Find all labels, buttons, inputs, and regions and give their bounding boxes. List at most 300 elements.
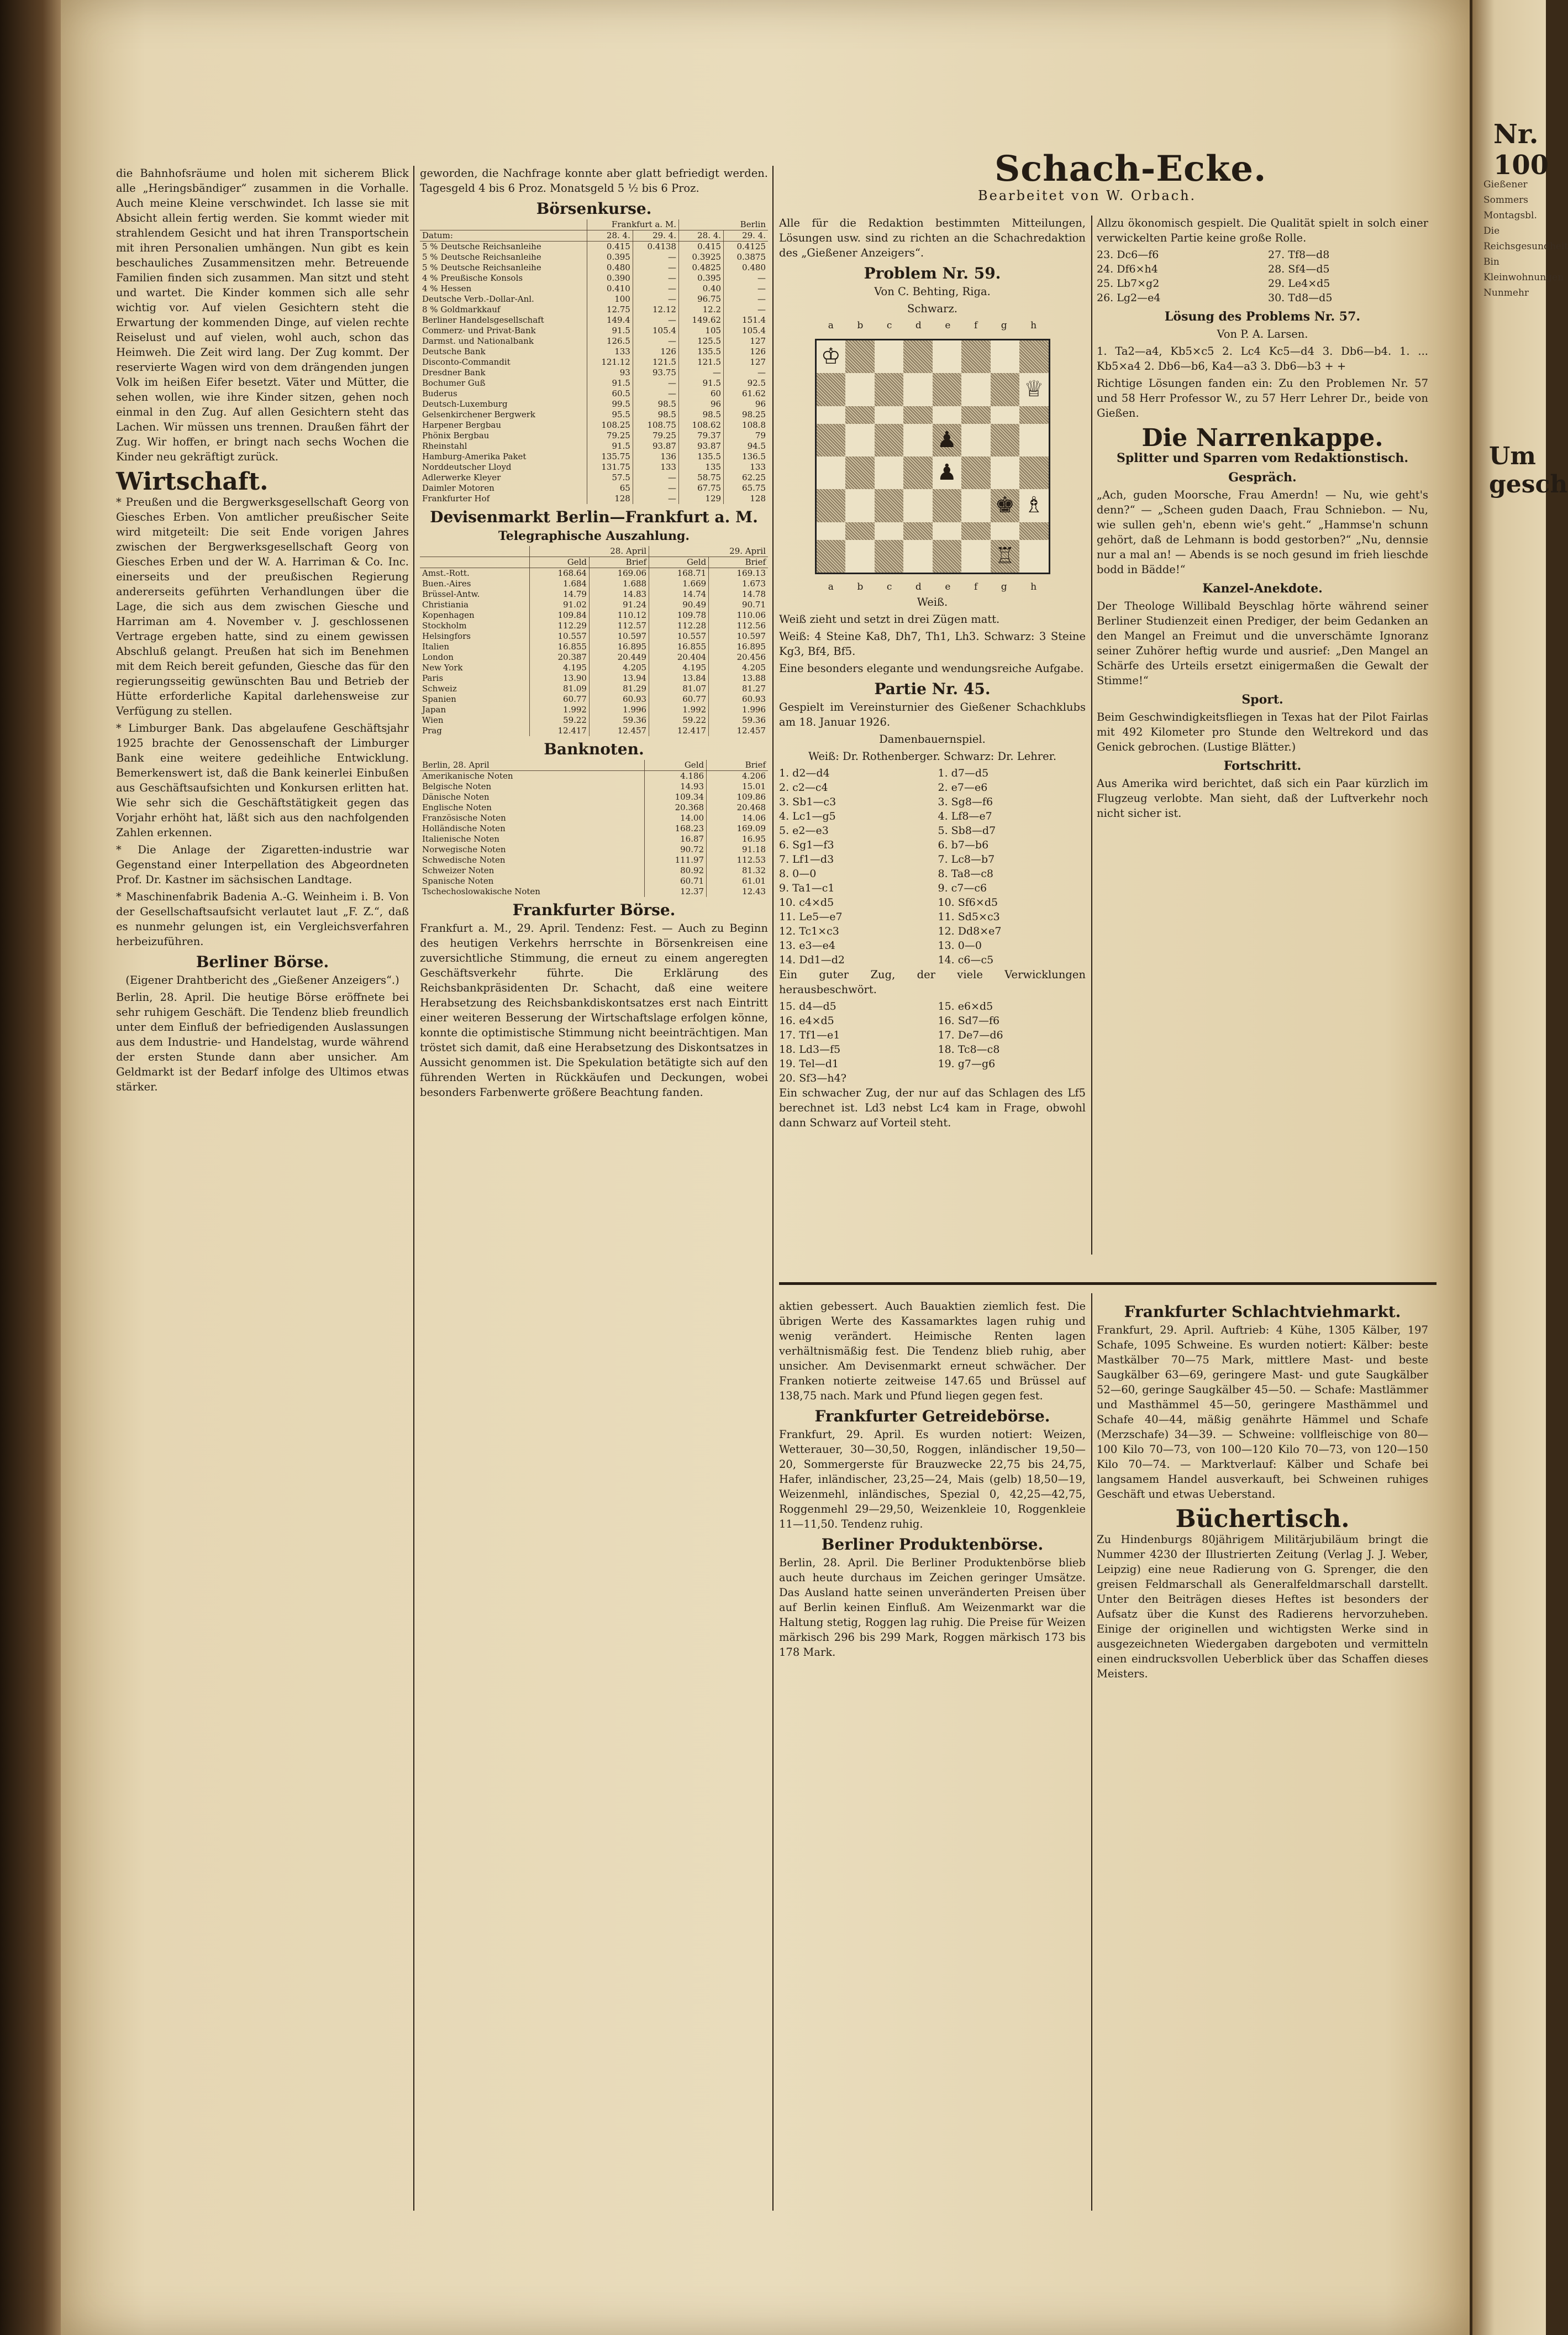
table-cell: 81.27 bbox=[709, 684, 768, 694]
table-cell: 67.75 bbox=[678, 483, 723, 494]
table-cell: 65 bbox=[587, 483, 633, 494]
column-header: 28. 4. bbox=[678, 230, 723, 242]
table-row bbox=[420, 579, 768, 589]
move-black: 8. Ta8—c8 bbox=[938, 868, 994, 880]
table-cell: 0.480 bbox=[724, 263, 768, 273]
table-cell: 126 bbox=[633, 347, 678, 357]
file-label: d bbox=[915, 320, 922, 331]
table-cell: — bbox=[724, 305, 768, 315]
move-white: 15. d4—d5 bbox=[779, 1000, 836, 1012]
move-white: 24. Df6×h4 bbox=[1097, 263, 1158, 275]
table-cell: 1.684 bbox=[529, 579, 589, 589]
board-square bbox=[991, 424, 1020, 456]
section-heading-banknoten: Banknoten. bbox=[544, 740, 644, 758]
table-row bbox=[420, 886, 768, 897]
move-black: 5. Sb8—d7 bbox=[938, 825, 996, 837]
article-produktenboerse: Berlin, 28. April. Die Berliner Produktenbörse blieb auch heute durchaus im Zeichen geringer Umsätze. Das Ausland hatte seinen unveränderten Preisen über auf Berlin keinen Einfluß. Am Weizenmarkt war die Haltung stetig, Roggen lag ruhig. Die Preise für Weizen märkisch 296 bis 299 Mark, Roggen märkisch 173 bis 178 Mark. bbox=[779, 1556, 1086, 1659]
move-white: 5. e2—e3 bbox=[779, 825, 829, 837]
board-square bbox=[817, 406, 846, 424]
boersenkurse-table bbox=[420, 219, 768, 504]
table-row bbox=[420, 621, 768, 631]
table-cell: Helsingfors bbox=[422, 631, 471, 641]
table-cell: 14.79 bbox=[529, 589, 589, 600]
table-cell: 91.5 bbox=[587, 378, 633, 389]
board-square bbox=[845, 424, 875, 456]
table-row bbox=[420, 326, 768, 336]
table-cell: — bbox=[678, 368, 723, 378]
table-cell: 0.480 bbox=[587, 263, 633, 273]
table-cell: — bbox=[724, 284, 768, 294]
table-cell: Prag bbox=[422, 726, 442, 736]
table-cell: Spanische Noten bbox=[422, 876, 494, 886]
move-black: 10. Sf6×d5 bbox=[938, 896, 998, 909]
section-heading-frankfurter-boerse: Frankfurter Börse. bbox=[512, 901, 676, 919]
move-black: 14. c6—c5 bbox=[938, 954, 994, 966]
table-cell: 96.75 bbox=[678, 294, 723, 305]
table-cell: Schweiz bbox=[422, 684, 457, 694]
table-cell: 79.37 bbox=[678, 431, 723, 441]
table-cell: Deutsche Verb.-Dollar-Anl. bbox=[422, 294, 534, 304]
table-header-row bbox=[420, 230, 768, 242]
move-black: 4. Lf8—e7 bbox=[938, 810, 992, 822]
table-row bbox=[420, 876, 768, 886]
table-cell: 16.855 bbox=[529, 642, 589, 652]
table-cell: 169.09 bbox=[707, 823, 768, 834]
table-cell: 16.855 bbox=[649, 642, 709, 652]
berliner-boerse-subtitle: (Eigener Drahtbericht des „Gießener Anzeigers“.) bbox=[125, 974, 399, 987]
board-square bbox=[903, 489, 933, 522]
table-cell: 0.4825 bbox=[678, 263, 723, 273]
chess-note: Eine besonders elegante und wendungsreiche Aufgabe. bbox=[779, 662, 1084, 675]
article-giesche: * Preußen und die Bergwerksgesellschaft Georg von Giesches Erben. Von amtlicher preußischer Seite wird mitgeteilt: Die seit Ende vorigen Jahres zwischen der Bergwerksgesellschaft Georg von Giesches Erben und der W. A. Harriman & Co. Inc. einerseits und der preußischen Regierung andererseits geführten Verhandlungen über die Lage, die sich aus dem zwischen Giesche und Harriman am 4. November v. J. geschlossenen Vertrage ergeben hatte, sind zu einem gewissen Abschluß gelangt. Preußen hat sich im Benehmen mit dem Reich bereit gefunden, Giesche das für den regierungsseitig gewünschten Bau und Betrieb der Hütte erforderliche Kapital darlehensweise zur Verfügung zu stellen. bbox=[116, 496, 409, 717]
chess-section-title: Schach-Ecke. bbox=[995, 148, 1267, 190]
table-cell: 12.43 bbox=[707, 886, 768, 897]
move-white: 26. Lg2—e4 bbox=[1097, 292, 1161, 304]
table-cell: 91.5 bbox=[587, 326, 633, 336]
board-square bbox=[903, 406, 933, 424]
section-heading-wirtschaft: Wirtschaft. bbox=[116, 468, 269, 496]
table-cell: 1.992 bbox=[529, 705, 589, 715]
board-square bbox=[845, 522, 875, 540]
table-cell: 91.5 bbox=[587, 441, 633, 452]
board-square bbox=[991, 406, 1020, 424]
table-cell: 14.78 bbox=[709, 589, 768, 600]
table-body bbox=[420, 568, 768, 737]
chess-piece: ♟ bbox=[936, 427, 957, 453]
table-cell: — bbox=[633, 483, 678, 494]
board-square bbox=[817, 340, 846, 373]
board-square bbox=[1019, 540, 1049, 573]
table-cell: Deutsche Bank bbox=[422, 347, 486, 356]
table-cell: 65.75 bbox=[724, 483, 768, 494]
table-cell: — bbox=[633, 389, 678, 399]
table-row bbox=[420, 284, 768, 294]
table-cell: 93 bbox=[587, 368, 633, 378]
table-cell: — bbox=[633, 378, 678, 389]
table-row bbox=[420, 378, 768, 389]
table-cell: 20.404 bbox=[649, 652, 709, 663]
table-cell: 1.669 bbox=[649, 579, 709, 589]
table-cell: Daimler Motoren bbox=[422, 483, 494, 493]
table-cell: 100 bbox=[587, 294, 633, 305]
board-square bbox=[1019, 340, 1049, 373]
table-cell: 14.74 bbox=[649, 589, 709, 600]
narrenkappe-sport: Beim Geschwindigkeitsfliegen in Texas hat der Pilot Fairlas mit 492 Kilometer pro Stunde den Weltrekord und das Genick gebrochen. (Lustige Blätter.) bbox=[1097, 711, 1428, 753]
column-header bbox=[420, 557, 529, 568]
table-cell: 79.25 bbox=[587, 431, 633, 441]
table-row bbox=[420, 483, 768, 494]
table-cell: 0.3875 bbox=[724, 252, 768, 263]
board-square bbox=[875, 340, 904, 373]
chess-comment: Ein guter Zug, der viele Verwicklungen herausbeschwört. bbox=[779, 968, 1086, 996]
chess-black-label: Schwarz. bbox=[907, 302, 957, 315]
move-black: 11. Sd5×c3 bbox=[938, 911, 1000, 923]
move-black: 18. Tc8—c8 bbox=[938, 1043, 1000, 1056]
table-cell: 126 bbox=[724, 347, 768, 357]
column-header: Geld bbox=[529, 557, 589, 568]
table-cell: 93.87 bbox=[678, 441, 723, 452]
table-cell: 13.84 bbox=[649, 673, 709, 684]
table-cell: Dresdner Bank bbox=[422, 368, 486, 377]
board-file-labels bbox=[817, 580, 1049, 595]
table-cell: 98.5 bbox=[678, 410, 723, 420]
table-row bbox=[420, 399, 768, 410]
board-square bbox=[961, 522, 991, 540]
table-cell: 98.5 bbox=[633, 399, 678, 410]
table-cell: 110.12 bbox=[589, 610, 649, 621]
table-row bbox=[420, 368, 768, 378]
table-cell: Adlerwerke Kleyer bbox=[422, 473, 501, 482]
table-cell: 136.5 bbox=[724, 452, 768, 462]
table-cell: 10.557 bbox=[529, 631, 589, 642]
chess-moves-list bbox=[779, 766, 1086, 967]
table-cell: — bbox=[633, 494, 678, 504]
table-cell: 16.895 bbox=[589, 642, 649, 652]
move-black: 29. Le4×d5 bbox=[1268, 277, 1330, 290]
article-frankfurter-boerse: Frankfurt a. M., 29. April. Tendenz: Fest. — Auch zu Beginn des heutigen Verkehrs herrschte in Börsenkreisen eine zuversichtliche Stimmung, die erneut zu einem angeregten Geschäftsverkehr führte. Die Erklärung des Reichsbankpräsidenten Dr. Schacht, daß eine weitere Herabsetzung des Reichsbankdiskontsatzes erst nach Eintritt einer weiteren Besserung der Wirtschaftslage erfolgen könne, konnte die optimistische Stimmung nicht beeinträchtigen. Man tröstet sich damit, daß eine Herabsetzung des Diskontsatzes in Aussicht genommen ist. Die Spekulation betätigte sich auf den führenden Werten in Rückkäufen und Deckungen, wobei besonders Farbenwerte größere Beachtung fanden. bbox=[420, 922, 768, 1099]
table-cell: Dänische Noten bbox=[422, 792, 490, 802]
table-cell: 1.688 bbox=[589, 579, 649, 589]
move-white: 19. Tel—d1 bbox=[779, 1058, 839, 1070]
table-row bbox=[420, 462, 768, 473]
move-black: 6. b7—b6 bbox=[938, 839, 989, 851]
narrenkappe-kanzel: Der Theologe Willibald Beyschlag hörte während seiner Berliner Studienzeit einen Prediger, der beim Gedanken an den Mangel an Freimut und die unverschämte Ignoranz seiner Zuhörer heftig wurde und ausrief: „Den Mangel an Schärfe des Urteils ersetzt einigermaßen die Gewalt der Stimme!“ bbox=[1097, 600, 1428, 687]
table-cell: 151.4 bbox=[724, 315, 768, 326]
table-cell: 121.12 bbox=[587, 357, 633, 368]
table-cell: Schweizer Noten bbox=[422, 865, 494, 875]
table-cell: 0.4138 bbox=[633, 242, 678, 253]
chess-task: Weiß zieht und setzt in drei Zügen matt. bbox=[779, 613, 1000, 626]
table-cell: Christiania bbox=[422, 600, 469, 610]
table-row bbox=[420, 642, 768, 652]
table-cell: Amerikanische Noten bbox=[422, 771, 513, 781]
chess-partie-title: Partie Nr. 45. bbox=[874, 680, 991, 698]
table-cell: London bbox=[422, 652, 454, 662]
table-row bbox=[420, 792, 768, 802]
table-cell: 111.97 bbox=[644, 855, 706, 865]
chess-piece: ♚ bbox=[995, 492, 1015, 518]
column-header: 29. 4. bbox=[633, 230, 678, 242]
table-row bbox=[420, 802, 768, 813]
move-white: 23. Dc6—f6 bbox=[1097, 249, 1159, 261]
table-cell: 169.13 bbox=[709, 568, 768, 579]
board-square bbox=[817, 424, 846, 456]
table-cell: 96 bbox=[678, 399, 723, 410]
move-white: 12. Tc1×c3 bbox=[779, 925, 839, 937]
move-white: 17. Tf1—e1 bbox=[779, 1029, 840, 1041]
table-cell: — bbox=[724, 273, 768, 284]
table-cell: 16.87 bbox=[644, 834, 706, 844]
section-heading-boersenkurse: Börsenkurse. bbox=[536, 200, 652, 218]
table-cell: 108.25 bbox=[587, 420, 633, 431]
table-cell: 59.22 bbox=[529, 715, 589, 726]
board-square bbox=[817, 456, 846, 489]
table-cell: 14.93 bbox=[644, 781, 706, 792]
table-row bbox=[420, 336, 768, 347]
table-cell: 131.75 bbox=[587, 462, 633, 473]
table-cell: 112.53 bbox=[707, 855, 768, 865]
table-cell: 128 bbox=[587, 494, 633, 504]
chess-problem-title: Problem Nr. 59. bbox=[864, 264, 1001, 282]
table-cell: 5 % Deutsche Reichsanleihe bbox=[422, 252, 541, 262]
table-cell: 133 bbox=[633, 462, 678, 473]
chess-moves-list bbox=[1097, 248, 1428, 305]
table-cell: 93.87 bbox=[633, 441, 678, 452]
narrenkappe-gespraech-title: Gespräch. bbox=[1228, 470, 1297, 485]
move-black: 15. e6×d5 bbox=[938, 1000, 993, 1012]
board-square bbox=[933, 522, 962, 540]
table-cell: 108.75 bbox=[633, 420, 678, 431]
table-cell: — bbox=[633, 315, 678, 326]
table-cell: 4.206 bbox=[707, 771, 768, 782]
table-cell: 109.84 bbox=[529, 610, 589, 621]
table-cell: 98.25 bbox=[724, 410, 768, 420]
table-cell: 0.395 bbox=[587, 252, 633, 263]
table-row bbox=[420, 844, 768, 855]
table-cell: 127 bbox=[724, 357, 768, 368]
table-cell: 4.205 bbox=[709, 663, 768, 673]
table-row bbox=[420, 589, 768, 600]
table-cell: — bbox=[724, 294, 768, 305]
move-black: 30. Td8—d5 bbox=[1268, 292, 1333, 304]
chess-byline: Bearbeitet von W. Orbach. bbox=[978, 188, 1197, 203]
move-white: 2. c2—c4 bbox=[779, 781, 828, 794]
section-heading-devisenmarkt: Devisenmarkt Berlin—Frankfurt a. M. bbox=[430, 508, 758, 526]
board-square bbox=[961, 340, 991, 373]
table-cell: 105 bbox=[678, 326, 723, 336]
table-cell: Commerz- und Privat-Bank bbox=[422, 326, 536, 335]
table-cell: 133 bbox=[587, 347, 633, 357]
move-white: 8. 0—0 bbox=[779, 868, 817, 880]
table-row bbox=[420, 452, 768, 462]
table-cell: 109.86 bbox=[707, 792, 768, 802]
table-cell: 15.01 bbox=[707, 781, 768, 792]
table-cell: 127 bbox=[724, 336, 768, 347]
table-cell: 20.468 bbox=[707, 802, 768, 813]
file-label: h bbox=[1030, 581, 1037, 592]
table-cell: 59.36 bbox=[589, 715, 649, 726]
table-cell: Japan bbox=[422, 705, 446, 715]
date-header: 28. April bbox=[529, 546, 649, 557]
move-white: 3. Sb1—c3 bbox=[779, 796, 836, 808]
table-cell: 90.72 bbox=[644, 844, 706, 855]
file-label: e bbox=[945, 581, 951, 592]
board-square bbox=[817, 540, 846, 573]
chess-finish: Ein schwacher Zug, der nur auf das Schlagen des Lf5 berechnet ist. Ld3 nebst Lc4 kam in Frage, obwohl dann Schwarz auf Vorteil steht. bbox=[779, 1087, 1086, 1129]
board-square bbox=[845, 456, 875, 489]
table-cell: 149.62 bbox=[678, 315, 723, 326]
table-cell: 112.56 bbox=[709, 621, 768, 631]
board-square bbox=[933, 406, 962, 424]
narrenkappe-fortschritt-title: Fortschritt. bbox=[1223, 759, 1302, 773]
chess-piece: ♕ bbox=[1024, 376, 1044, 402]
table-cell: 81.09 bbox=[529, 684, 589, 694]
table-cell: 57.5 bbox=[587, 473, 633, 483]
table-cell: 4.195 bbox=[529, 663, 589, 673]
table-cell: 20.368 bbox=[644, 802, 706, 813]
table-cell: Italienische Noten bbox=[422, 834, 499, 844]
section-heading-berliner-boerse: Berliner Börse. bbox=[196, 953, 329, 971]
buechertisch-title: Büchertisch. bbox=[1175, 1505, 1350, 1533]
table-row bbox=[420, 673, 768, 684]
table-cell: 135.5 bbox=[678, 347, 723, 357]
table-row bbox=[420, 431, 768, 441]
banknoten-table bbox=[420, 760, 768, 897]
produktenboerse-title: Berliner Produktenbörse. bbox=[821, 1535, 1044, 1554]
table-cell: 0.390 bbox=[587, 273, 633, 284]
move-black: 28. Sf4—d5 bbox=[1268, 263, 1330, 275]
article-getreideboerse: Frankfurt, 29. April. Es wurden notiert: Weizen, Wetterauer, 30—30,50, Roggen, inländischer 19,50—20, Sommergerste für Brauzwecke 22,75 bis 24,75, Hafer, inländischer, 23,25—24, Mais (gelb) 18,50—19, Weizenmehl, inländisches, Spezial 0, 42,25—42,75, Roggenmehl 29—29,50, Weizenkleie 10, Roggenkleie 11—11,50. Tendenz ruhig. bbox=[779, 1428, 1086, 1530]
table-cell: Disconto-Commandit bbox=[422, 357, 511, 367]
file-label: b bbox=[857, 581, 864, 592]
table-cell: Berliner Handelsgesellschaft bbox=[422, 315, 544, 325]
table-cell: — bbox=[633, 263, 678, 273]
chess-players: Weiß: Dr. Rothenberger. Schwarz: Dr. Lehrer. bbox=[808, 750, 1057, 763]
board-square bbox=[903, 373, 933, 406]
table-cell: 135 bbox=[678, 462, 723, 473]
column-header: Brief bbox=[707, 760, 768, 771]
board-square bbox=[991, 456, 1020, 489]
table-cell: 60 bbox=[678, 389, 723, 399]
board-square bbox=[875, 522, 904, 540]
table-cell: Brüssel-Antw. bbox=[422, 589, 480, 599]
board-square bbox=[903, 522, 933, 540]
board-square bbox=[903, 340, 933, 373]
table-cell: 13.88 bbox=[709, 673, 768, 684]
table-cell: 4.186 bbox=[644, 771, 706, 782]
table-cell: 58.75 bbox=[678, 473, 723, 483]
getreideboerse-title: Frankfurter Getreidebörse. bbox=[814, 1407, 1050, 1425]
table-cell: — bbox=[724, 368, 768, 378]
move-black: 13. 0—0 bbox=[938, 940, 982, 952]
table-cell: 14.83 bbox=[589, 589, 649, 600]
table-cell: — bbox=[633, 273, 678, 284]
devisen-table bbox=[420, 546, 768, 736]
table-row bbox=[420, 823, 768, 834]
table-cell: 12.75 bbox=[587, 305, 633, 315]
column-rule bbox=[413, 166, 414, 2211]
move-black bbox=[938, 1071, 1086, 1085]
chess-position: Weiß: 4 Steine Ka8, Dh7, Th1, Lh3. Schwarz: 3 Steine Kg3, Bf4, Bf5. bbox=[779, 630, 1086, 658]
column-4 bbox=[1097, 216, 1428, 823]
move-black: 2. e7—e6 bbox=[938, 781, 988, 794]
table-row bbox=[420, 420, 768, 431]
board-square bbox=[817, 522, 846, 540]
table-cell: 14.06 bbox=[707, 813, 768, 823]
table-cell: 121.5 bbox=[633, 357, 678, 368]
table-row bbox=[420, 684, 768, 694]
table-cell: 105.4 bbox=[633, 326, 678, 336]
move-white: 6. Sg1—f3 bbox=[779, 839, 834, 851]
table-cell: 1.996 bbox=[589, 705, 649, 715]
column-header: 28. 4. bbox=[587, 230, 633, 242]
table-cell: 59.36 bbox=[709, 715, 768, 726]
table-cell: 1.673 bbox=[709, 579, 768, 589]
table-cell: 136 bbox=[633, 452, 678, 462]
table-cell: 121.5 bbox=[678, 357, 723, 368]
article-badenia: * Maschinenfabrik Badenia A.-G. Weinheim i. B. Von der Gesellschaftsaufsicht verlautet laut „F. Z.“, daß es nunmehr gelungen ist, ein Vergleichsverfahren herbeizuführen. bbox=[116, 890, 409, 948]
section-divider bbox=[779, 1282, 1437, 1285]
table-row bbox=[420, 294, 768, 305]
move-black: 7. Lc8—b7 bbox=[938, 853, 995, 865]
move-white: 14. Dd1—d2 bbox=[779, 954, 845, 966]
file-label: a bbox=[828, 581, 834, 592]
chess-piece: ♔ bbox=[820, 344, 841, 370]
city-header: Berlin bbox=[678, 219, 768, 230]
table-cell: Gelsenkirchener Bergwerk bbox=[422, 410, 536, 419]
table-cell: 1.992 bbox=[649, 705, 709, 715]
file-label: c bbox=[886, 320, 892, 331]
table-cell: 0.3925 bbox=[678, 252, 723, 263]
narrenkappe-sport-title: Sport. bbox=[1241, 692, 1283, 707]
table-row bbox=[420, 473, 768, 483]
table-cell: 60.93 bbox=[589, 694, 649, 705]
table-cell: — bbox=[633, 294, 678, 305]
table-cell: 90.49 bbox=[649, 600, 709, 610]
column-1 bbox=[116, 166, 409, 1096]
table-cell: 169.06 bbox=[589, 568, 649, 579]
chess-piece: ♖ bbox=[995, 543, 1015, 569]
board-square bbox=[845, 489, 875, 522]
table-cell: 8 % Goldmarkkauf bbox=[422, 305, 501, 314]
file-label: f bbox=[974, 581, 978, 592]
table-cell: Buderus bbox=[422, 389, 457, 398]
table-cell: 91.24 bbox=[589, 600, 649, 610]
table-cell: 112.57 bbox=[589, 621, 649, 631]
chess-piece: ♗ bbox=[1024, 492, 1044, 518]
table-cell: 12.37 bbox=[644, 886, 706, 897]
chess-problem-author: Von C. Behting, Riga. bbox=[874, 285, 991, 298]
article-geldmarkt: geworden, die Nachfrage konnte aber glatt befriedigt werden. Tagesgeld 4 bis 6 Proz. Monatsgeld 5 ½ bis 6 Proz. bbox=[420, 167, 768, 195]
board-square bbox=[933, 540, 962, 573]
table-cell: 79 bbox=[724, 431, 768, 441]
board-square bbox=[933, 456, 962, 489]
table-cell: 5 % Deutsche Reichsanleihe bbox=[422, 263, 541, 272]
table-cell: 0.410 bbox=[587, 284, 633, 294]
table-row bbox=[420, 771, 768, 782]
table-cell: — bbox=[633, 252, 678, 263]
table-cell: Rheinstahl bbox=[422, 441, 467, 451]
board-square bbox=[875, 540, 904, 573]
column-3-lower bbox=[779, 1299, 1086, 1662]
table-cell: 92.5 bbox=[724, 378, 768, 389]
move-black: 17. De7—d6 bbox=[938, 1029, 1003, 1041]
table-cell: 60.93 bbox=[709, 694, 768, 705]
table-row bbox=[420, 663, 768, 673]
table-cell: 14.00 bbox=[644, 813, 706, 823]
table-cell: Spanien bbox=[422, 694, 456, 704]
table-cell: 12.2 bbox=[678, 305, 723, 315]
